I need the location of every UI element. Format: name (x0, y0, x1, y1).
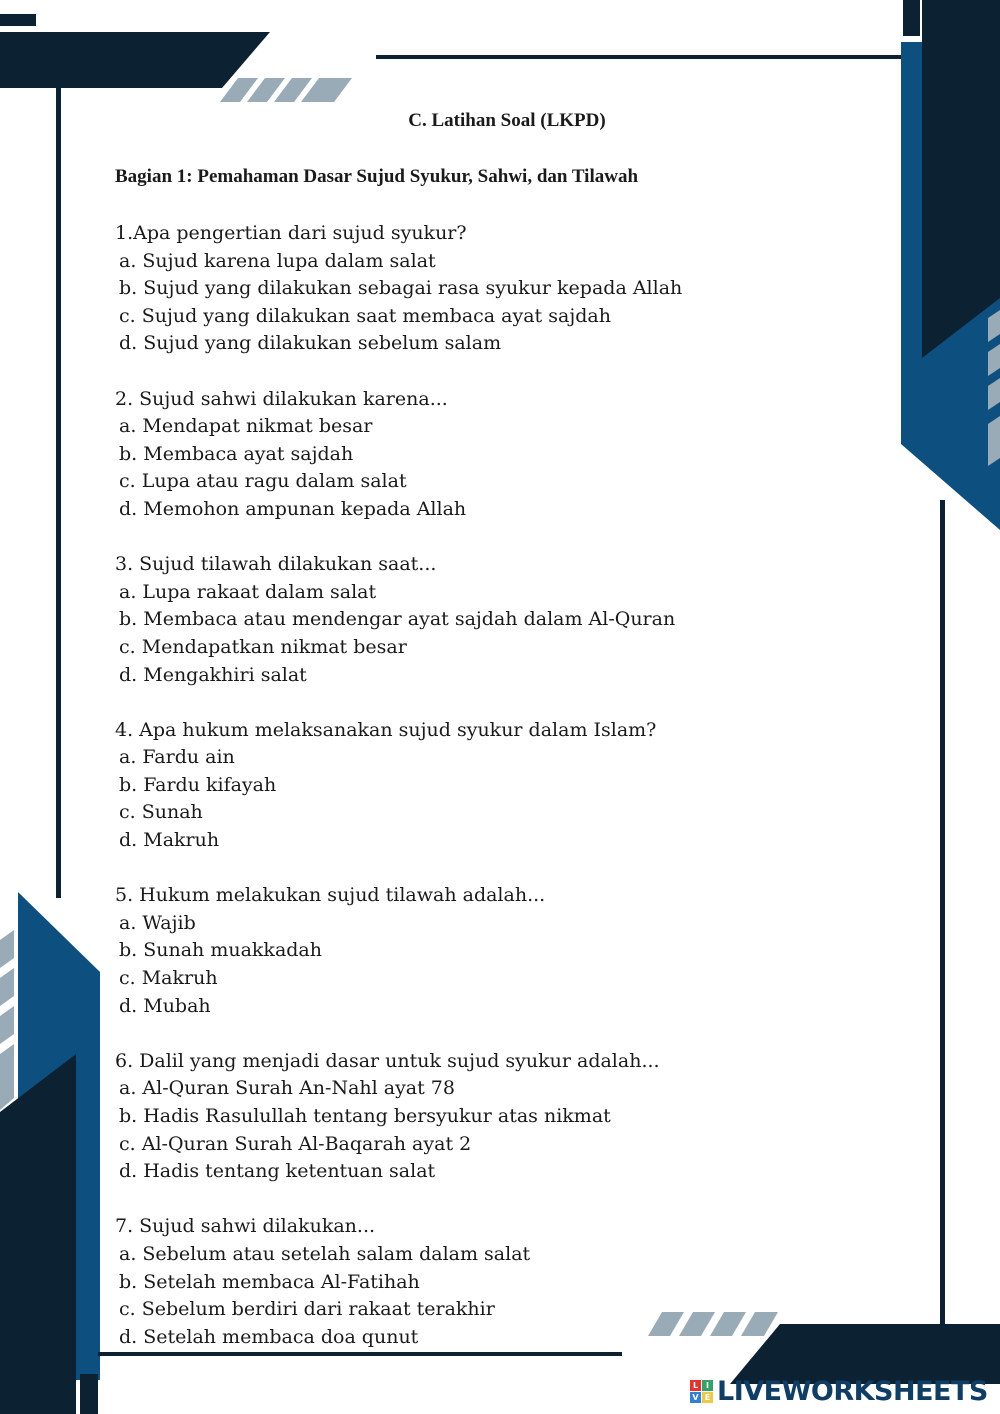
question-1 (115, 220, 875, 358)
option-d: d. Mubah (119, 994, 211, 1017)
option-b: b. Membaca ayat sajdah (119, 442, 354, 465)
option-c: c. Mendapatkan nikmat besar (119, 635, 407, 658)
question-text: 5. Hukum melakukan sujud tilawah adalah... (115, 884, 546, 907)
question-text: 7. Sujud sahwi dilakukan... (115, 1215, 376, 1238)
question-4 (115, 717, 875, 855)
logo-letter-i: I (702, 1380, 713, 1391)
question-text: 1.Apa pengertian dari sujud syukur? (115, 222, 467, 244)
logo-icon (690, 1380, 713, 1403)
option-c: c. Sunah (119, 801, 203, 824)
option-b: b. Sujud yang dilakukan sebagai rasa syukur kepada Allah (119, 277, 683, 300)
question-text: 2. Sujud sahwi dilakukan karena... (115, 387, 448, 410)
option-d: d. Mengakhiri salat (119, 663, 307, 686)
logo-letter-l: L (690, 1380, 701, 1391)
option-a: a. Wajib (119, 911, 196, 934)
option-a: a. Fardu ain (119, 746, 235, 769)
liveworksheets-logo[interactable] (690, 1374, 988, 1408)
section-heading: Bagian 1: Pemahaman Dasar Sujud Syukur, Sahwi, dan Tilawah (115, 166, 639, 187)
option-d: d. Sujud yang dilakukan sebelum salam (119, 332, 502, 355)
question-3 (115, 551, 875, 689)
option-a: a. Mendapat nikmat besar (119, 415, 373, 438)
option-d: d. Setelah membaca doa qunut (119, 1325, 419, 1348)
option-a: a. Lupa rakaat dalam salat (119, 580, 377, 603)
logo-text: LIVEWORKSHEETS (717, 1375, 988, 1407)
logo-letter-v: V (690, 1392, 701, 1403)
question-6 (115, 1048, 875, 1186)
question-list (115, 220, 875, 1379)
option-a: a. Al-Quran Surah An-Nahl ayat 78 (119, 1077, 455, 1100)
option-a: a. Sujud karena lupa dalam salat (119, 249, 436, 272)
option-d: d. Hadis tentang ketentuan salat (119, 1160, 436, 1183)
question-text: 4. Apa hukum melaksanakan sujud syukur dalam Islam? (115, 718, 657, 741)
page-title: C. Latihan Soal (LKPD) (408, 110, 606, 131)
option-b: b. Sunah muakkadah (119, 939, 322, 962)
option-c: c. Sebelum berdiri dari rakaat terakhir (119, 1298, 495, 1321)
option-d: d. Memohon ampunan kepada Allah (119, 497, 467, 520)
option-c: c. Sujud yang dilakukan saat membaca ayat sajdah (119, 304, 611, 327)
option-c: c. Lupa atau ragu dalam salat (119, 470, 407, 493)
option-c: c. Makruh (119, 967, 218, 990)
logo-letter-e: E (702, 1392, 713, 1403)
option-d: d. Makruh (119, 829, 220, 852)
question-text: 6. Dalil yang menjadi dasar untuk sujud syukur adalah... (115, 1049, 660, 1072)
option-c: c. Al-Quran Surah Al-Baqarah ayat 2 (119, 1132, 472, 1155)
question-5 (115, 882, 875, 1020)
option-b: b. Setelah membaca Al-Fatihah (119, 1270, 420, 1293)
option-b: b. Fardu kifayah (119, 773, 277, 796)
question-7 (115, 1213, 875, 1351)
option-b: b. Membaca atau mendengar ayat sajdah dalam Al-Quran (119, 608, 676, 631)
option-b: b. Hadis Rasulullah tentang bersyukur atas nikmat (119, 1105, 611, 1127)
option-a: a. Sebelum atau setelah salam dalam salat (119, 1242, 531, 1265)
question-2 (115, 386, 875, 524)
question-text: 3. Sujud tilawah dilakukan saat... (115, 553, 437, 576)
